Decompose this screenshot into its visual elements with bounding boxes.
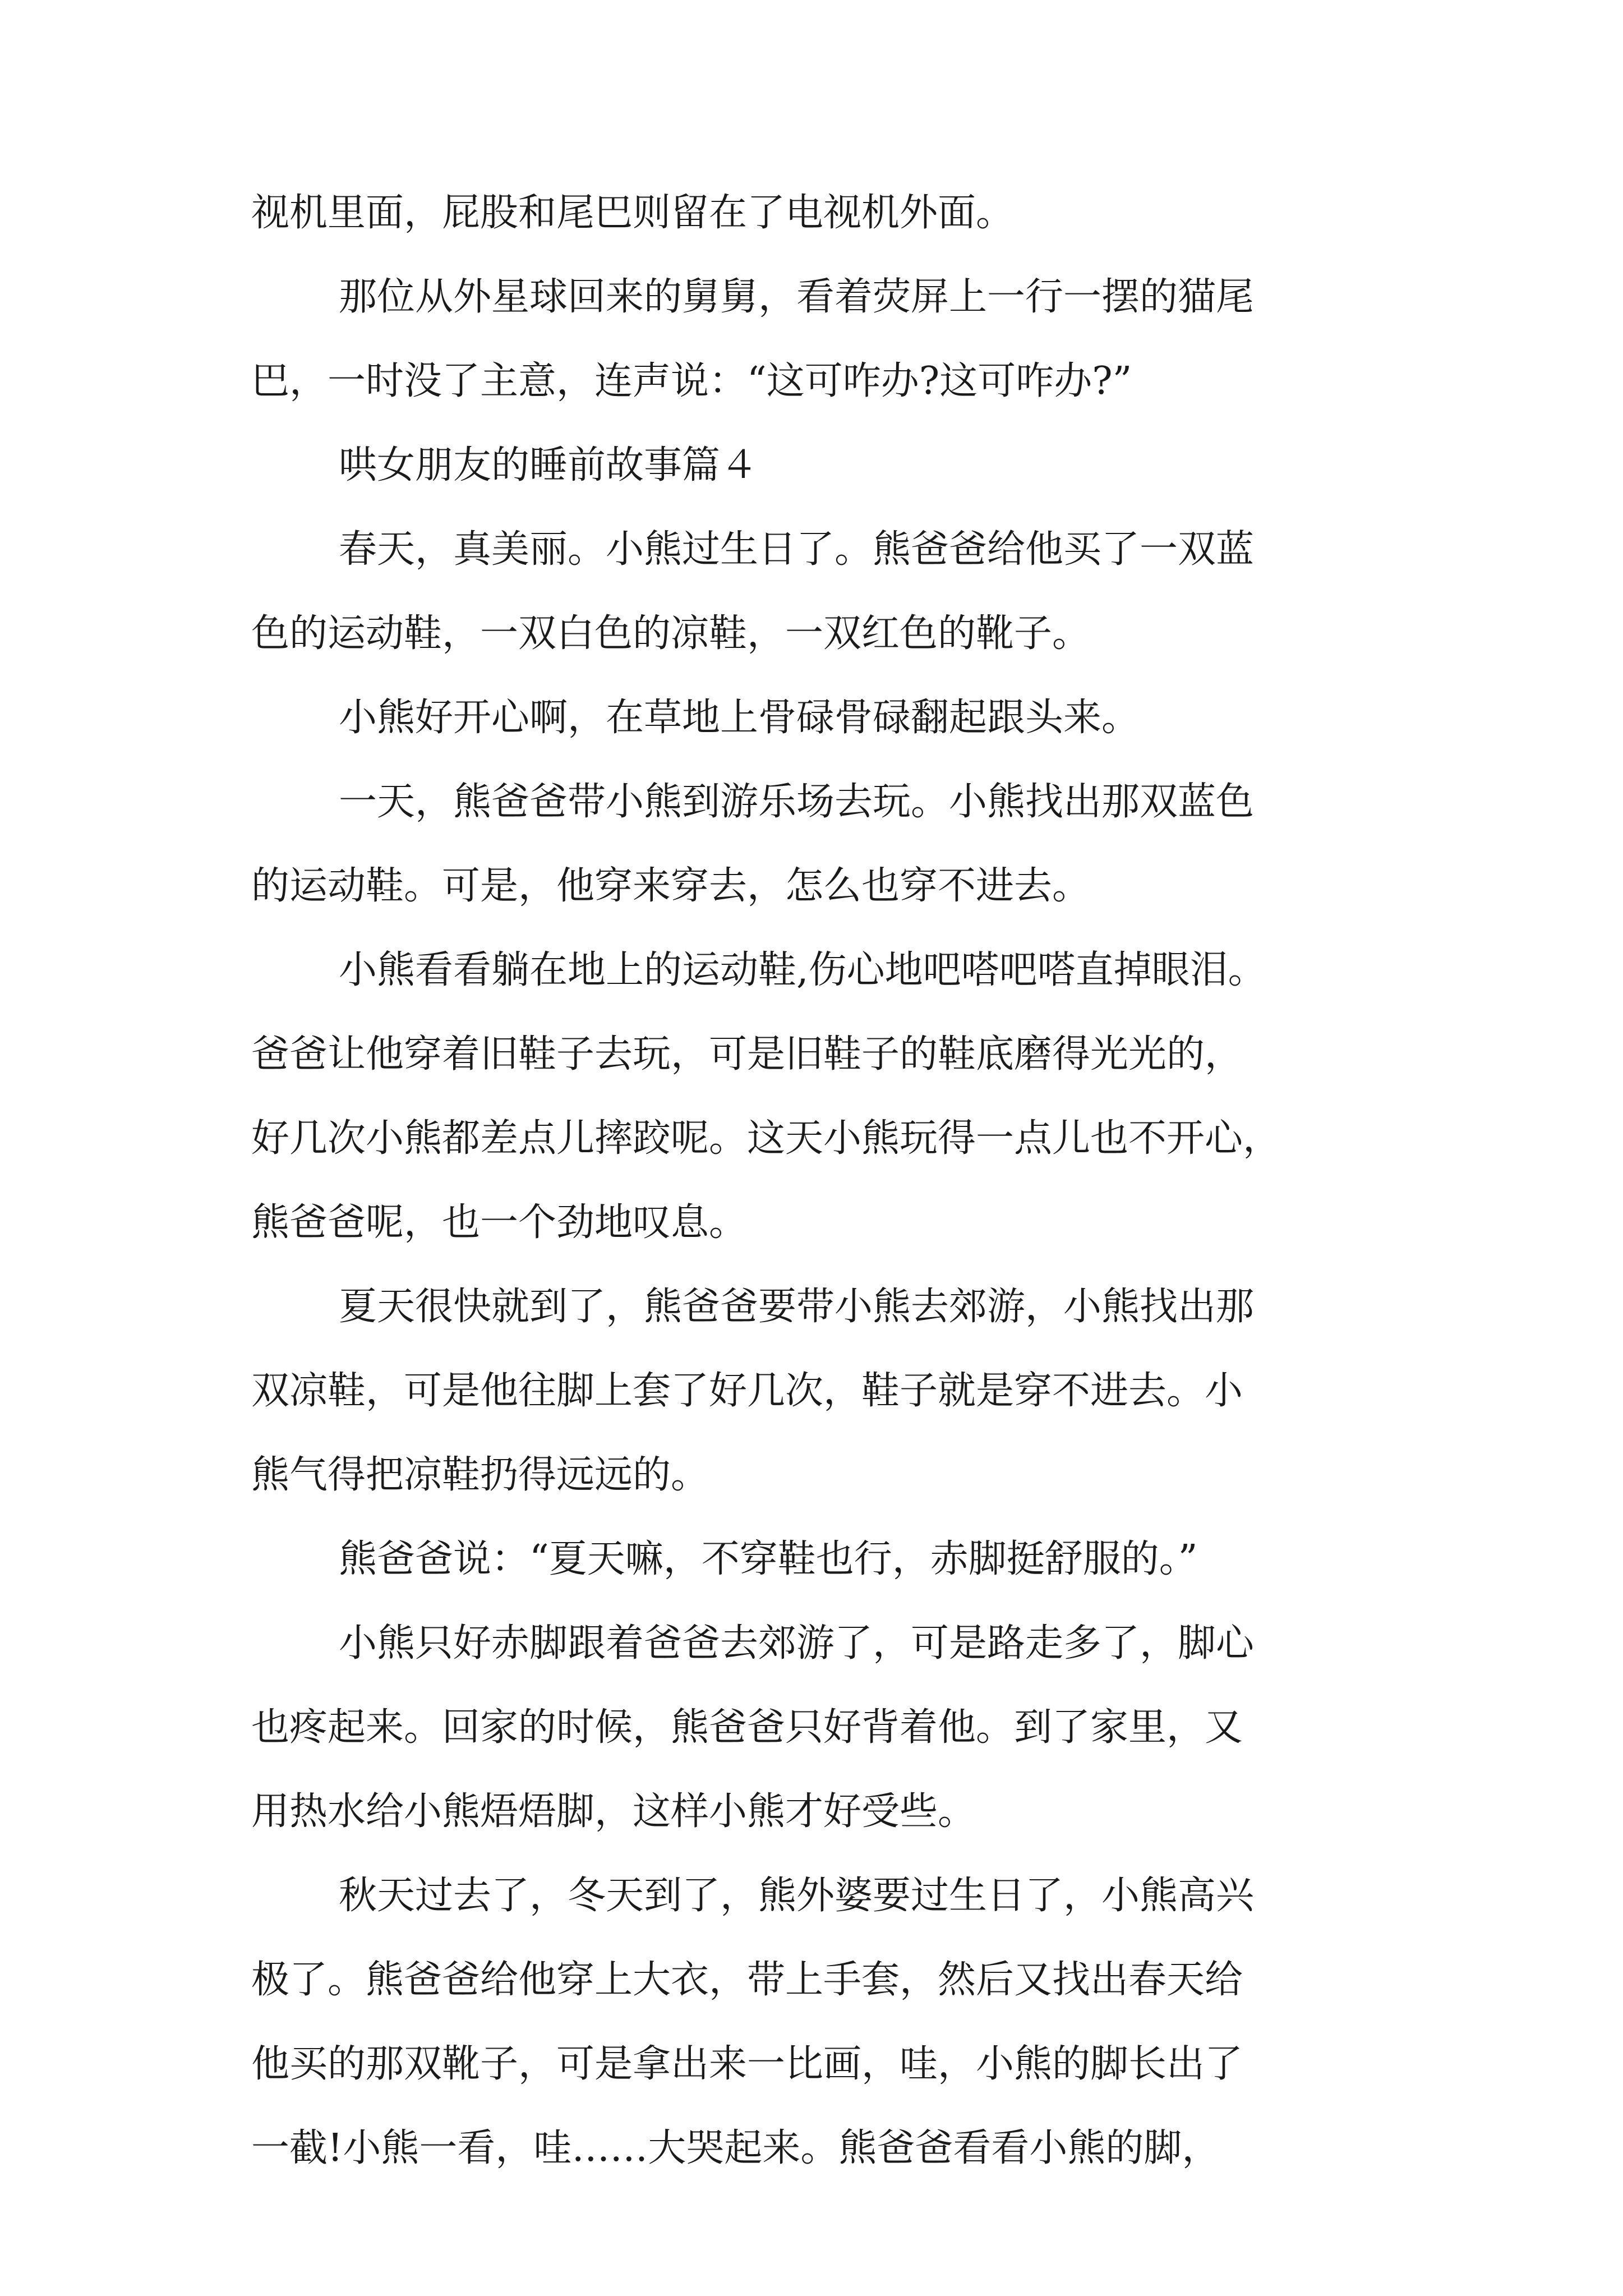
text-line: 双凉鞋，可是他往脚上套了好几次，鞋子就是穿不进去。小 (251, 1369, 1243, 1413)
text-line: 那位从外星球回来的舅舅，看着荧屏上一行一摆的猫尾 (339, 275, 1255, 319)
text-line: 小熊好开心啊，在草地上骨碌骨碌翻起跟头来。 (339, 696, 1140, 740)
section-heading: 哄女朋友的睡前故事篇４ (339, 443, 759, 487)
text-line: 极了。熊爸爸给他穿上大衣，带上手套，然后又找出春天给 (251, 1958, 1243, 2002)
text-line: 夏天很快就到了，熊爸爸要带小熊去郊游，小熊找出那 (339, 1285, 1255, 1329)
text-line: 也疼起来。回家的时候，熊爸爸只好背着他。到了家里，又 (251, 1705, 1243, 1750)
text-line: 用热水给小熊焐焐脚，这样小熊才好受些。 (251, 1789, 976, 1834)
text-line: 他买的那双靴子，可是拿出来一比画，哇，小熊的脚长出了 (251, 2042, 1243, 2086)
text-line: 熊爸爸说：“夏天嘛，不穿鞋也行，赤脚挺舒服的。” (339, 1537, 1198, 1581)
text-line: 视机里面，屁股和尾巴则留在了电视机外面。 (251, 191, 1015, 235)
text-line: 一截!小熊一看，哇……大哭起来。熊爸爸看看小熊的脚， (251, 2126, 1220, 2170)
text-line: 春天，真美丽。小熊过生日了。熊爸爸给他买了一双蓝 (339, 527, 1255, 572)
text-line: 爸爸让他穿着旧鞋子去玩，可是旧鞋子的鞋底磨得光光的， (251, 1032, 1243, 1076)
text-line: 小熊只好赤脚跟着爸爸去郊游了，可是路走多了，脚心 (339, 1621, 1255, 1665)
text-line: 好几次小熊都差点儿摔跤呢。这天小熊玩得一点儿也不开心， (251, 1116, 1281, 1161)
text-line: 熊气得把凉鞋扔得远远的。 (251, 1453, 709, 1497)
text-line: 熊爸爸呢，也一个劲地叹息。 (251, 1200, 748, 1245)
text-line: 巴，一时没了主意，连声说：“这可咋办?这可咋办?” (251, 359, 1132, 403)
text-line: 色的运动鞋，一双白色的凉鞋，一双红色的靴子。 (251, 611, 1091, 656)
text-line: 秋天过去了，冬天到了，熊外婆要过生日了，小熊高兴 (339, 1874, 1255, 1918)
text-line: 的运动鞋。可是，他穿来穿去，怎么也穿不进去。 (251, 864, 1091, 908)
text-line: 小熊看看躺在地上的运动鞋,伤心地吧嗒吧嗒直掉眼泪。 (339, 948, 1266, 992)
text-line: 一天，熊爸爸带小熊到游乐场去玩。小熊找出那双蓝色 (339, 780, 1255, 824)
